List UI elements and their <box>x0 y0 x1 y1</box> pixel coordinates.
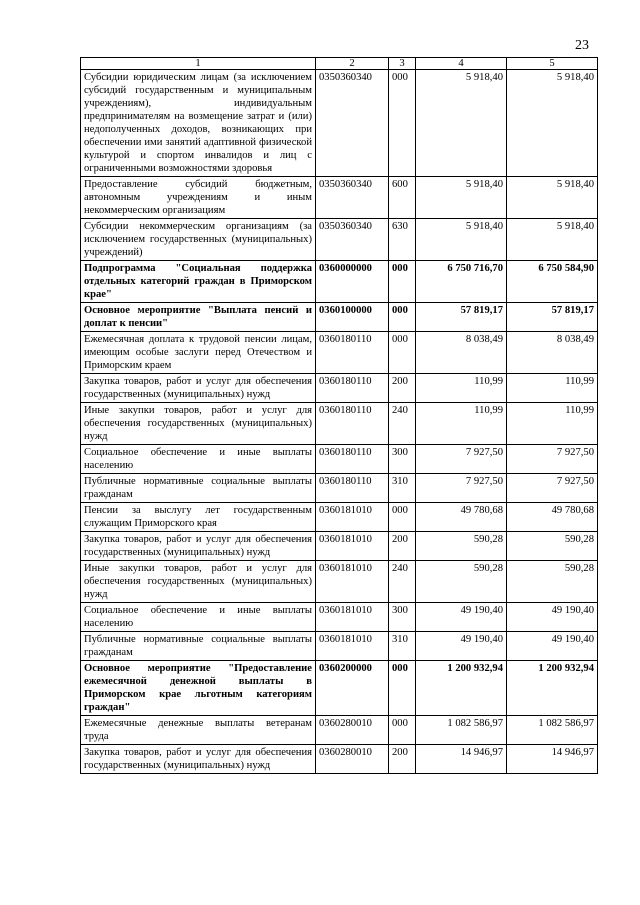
row-value-col4-cell: 110,99 <box>416 374 507 403</box>
table-row <box>81 745 598 774</box>
row-value-col5-cell: 57 819,17 <box>507 303 598 332</box>
row-expense-type-cell: 310 <box>389 474 416 503</box>
row-code-cell: 0360181010 <box>316 532 389 561</box>
row-value-col5-cell: 5 918,40 <box>507 177 598 219</box>
row-name-cell: Ежемесячная доплата к трудовой пенсии лицам, имеющим особые заслуги перед Отечеством и Приморским краем <box>81 332 316 374</box>
row-value-col5-cell: 7 927,50 <box>507 474 598 503</box>
table-header-row <box>81 58 598 70</box>
table-row <box>81 261 598 303</box>
row-code-cell: 0360200000 <box>316 661 389 716</box>
row-expense-type-cell: 000 <box>389 332 416 374</box>
row-value-col5-cell: 110,99 <box>507 374 598 403</box>
header-col-1: 1 <box>81 58 316 70</box>
table-row <box>81 332 598 374</box>
row-value-col4-cell: 590,28 <box>416 561 507 603</box>
table-row <box>81 177 598 219</box>
row-value-col4-cell: 49 190,40 <box>416 632 507 661</box>
row-expense-type-cell: 300 <box>389 445 416 474</box>
row-name-cell: Публичные нормативные социальные выплаты гражданам <box>81 632 316 661</box>
row-expense-type-cell: 000 <box>389 716 416 745</box>
row-name-cell: Закупка товаров, работ и услуг для обеспечения государственных (муниципальных) нужд <box>81 374 316 403</box>
table-row <box>81 632 598 661</box>
table-row <box>81 70 598 177</box>
row-expense-type-cell: 240 <box>389 403 416 445</box>
row-name-cell: Субсидии юридическим лицам (за исключением субсидий государственным и муниципальным учреждениям), индивидуальным предпринимателям на возмещение затрат и (или) недополученных доходов, возникающих при обеспечении ими занятий адаптивной физической культурой и спортом инвалидов и лиц с ограниченными возможностями здоровья <box>81 70 316 177</box>
row-code-cell: 0350360340 <box>316 70 389 177</box>
row-value-col5-cell: 49 190,40 <box>507 632 598 661</box>
row-name-cell: Субсидии некоммерческим организациям (за исключением государственных (муниципальных) учреждений) <box>81 219 316 261</box>
row-code-cell: 0360180110 <box>316 445 389 474</box>
row-value-col4-cell: 6 750 716,70 <box>416 261 507 303</box>
row-name-cell: Иные закупки товаров, работ и услуг для обеспечения государственных (муниципальных) нужд <box>81 561 316 603</box>
row-expense-type-cell: 200 <box>389 374 416 403</box>
row-code-cell: 0360181010 <box>316 632 389 661</box>
row-code-cell: 0360180110 <box>316 332 389 374</box>
row-code-cell: 0350360340 <box>316 177 389 219</box>
row-value-col5-cell: 590,28 <box>507 561 598 603</box>
row-name-cell: Закупка товаров, работ и услуг для обеспечения государственных (муниципальных) нужд <box>81 745 316 774</box>
row-value-col4-cell: 1 082 586,97 <box>416 716 507 745</box>
row-expense-type-cell: 000 <box>389 661 416 716</box>
row-value-col5-cell: 49 780,68 <box>507 503 598 532</box>
table-row <box>81 374 598 403</box>
row-code-cell: 0350360340 <box>316 219 389 261</box>
row-value-col5-cell: 1 200 932,94 <box>507 661 598 716</box>
row-name-cell: Предоставление субсидий бюджетным, автономным учреждениям и иным некоммерческим организациям <box>81 177 316 219</box>
row-value-col5-cell: 590,28 <box>507 532 598 561</box>
row-name-cell: Иные закупки товаров, работ и услуг для обеспечения государственных (муниципальных) нужд <box>81 403 316 445</box>
row-code-cell: 0360180110 <box>316 403 389 445</box>
row-value-col5-cell: 5 918,40 <box>507 70 598 177</box>
row-name-cell: Основное мероприятие "Предоставление ежемесячной денежной выплаты в Приморском крае льготным категориям граждан" <box>81 661 316 716</box>
table-row <box>81 303 598 332</box>
table-row <box>81 445 598 474</box>
table-row <box>81 561 598 603</box>
budget-table <box>80 57 598 774</box>
header-col-5: 5 <box>507 58 598 70</box>
row-expense-type-cell: 600 <box>389 177 416 219</box>
row-value-col5-cell: 49 190,40 <box>507 603 598 632</box>
row-expense-type-cell: 240 <box>389 561 416 603</box>
row-name-cell: Социальное обеспечение и иные выплаты населению <box>81 445 316 474</box>
table-row <box>81 716 598 745</box>
row-value-col5-cell: 6 750 584,90 <box>507 261 598 303</box>
row-code-cell: 0360000000 <box>316 261 389 303</box>
row-code-cell: 0360181010 <box>316 561 389 603</box>
table-row <box>81 219 598 261</box>
header-col-4: 4 <box>416 58 507 70</box>
row-code-cell: 0360280010 <box>316 716 389 745</box>
row-code-cell: 0360180110 <box>316 374 389 403</box>
table-row <box>81 403 598 445</box>
row-value-col5-cell: 1 082 586,97 <box>507 716 598 745</box>
table-row <box>81 474 598 503</box>
row-value-col4-cell: 49 190,40 <box>416 603 507 632</box>
table-row <box>81 603 598 632</box>
table-row <box>81 532 598 561</box>
table-row <box>81 503 598 532</box>
row-name-cell: Ежемесячные денежные выплаты ветеранам труда <box>81 716 316 745</box>
row-expense-type-cell: 300 <box>389 603 416 632</box>
row-expense-type-cell: 000 <box>389 503 416 532</box>
row-expense-type-cell: 200 <box>389 745 416 774</box>
row-value-col4-cell: 7 927,50 <box>416 445 507 474</box>
row-code-cell: 0360280010 <box>316 745 389 774</box>
row-value-col4-cell: 8 038,49 <box>416 332 507 374</box>
row-code-cell: 0360181010 <box>316 603 389 632</box>
row-code-cell: 0360180110 <box>316 474 389 503</box>
row-expense-type-cell: 000 <box>389 70 416 177</box>
row-value-col5-cell: 110,99 <box>507 403 598 445</box>
row-code-cell: 0360100000 <box>316 303 389 332</box>
row-value-col4-cell: 110,99 <box>416 403 507 445</box>
row-name-cell: Публичные нормативные социальные выплаты гражданам <box>81 474 316 503</box>
header-col-2: 2 <box>316 58 389 70</box>
row-value-col4-cell: 5 918,40 <box>416 70 507 177</box>
row-value-col4-cell: 7 927,50 <box>416 474 507 503</box>
row-value-col4-cell: 49 780,68 <box>416 503 507 532</box>
row-value-col4-cell: 590,28 <box>416 532 507 561</box>
row-name-cell: Пенсии за выслугу лет государственным служащим Приморского края <box>81 503 316 532</box>
page-number: 23 <box>575 38 589 53</box>
row-name-cell: Закупка товаров, работ и услуг для обеспечения государственных (муниципальных) нужд <box>81 532 316 561</box>
row-value-col4-cell: 5 918,40 <box>416 177 507 219</box>
row-value-col5-cell: 14 946,97 <box>507 745 598 774</box>
row-expense-type-cell: 000 <box>389 261 416 303</box>
row-expense-type-cell: 200 <box>389 532 416 561</box>
header-col-3: 3 <box>389 58 416 70</box>
row-value-col4-cell: 57 819,17 <box>416 303 507 332</box>
row-code-cell: 0360181010 <box>316 503 389 532</box>
row-expense-type-cell: 630 <box>389 219 416 261</box>
table-row <box>81 661 598 716</box>
row-value-col4-cell: 1 200 932,94 <box>416 661 507 716</box>
row-value-col5-cell: 8 038,49 <box>507 332 598 374</box>
row-name-cell: Социальное обеспечение и иные выплаты населению <box>81 603 316 632</box>
row-name-cell: Подпрограмма "Социальная поддержка отдельных категорий граждан в Приморском крае" <box>81 261 316 303</box>
row-name-cell: Основное мероприятие "Выплата пенсий и доплат к пенсии" <box>81 303 316 332</box>
row-value-col4-cell: 14 946,97 <box>416 745 507 774</box>
row-expense-type-cell: 000 <box>389 303 416 332</box>
row-value-col4-cell: 5 918,40 <box>416 219 507 261</box>
row-value-col5-cell: 5 918,40 <box>507 219 598 261</box>
row-value-col5-cell: 7 927,50 <box>507 445 598 474</box>
row-expense-type-cell: 310 <box>389 632 416 661</box>
